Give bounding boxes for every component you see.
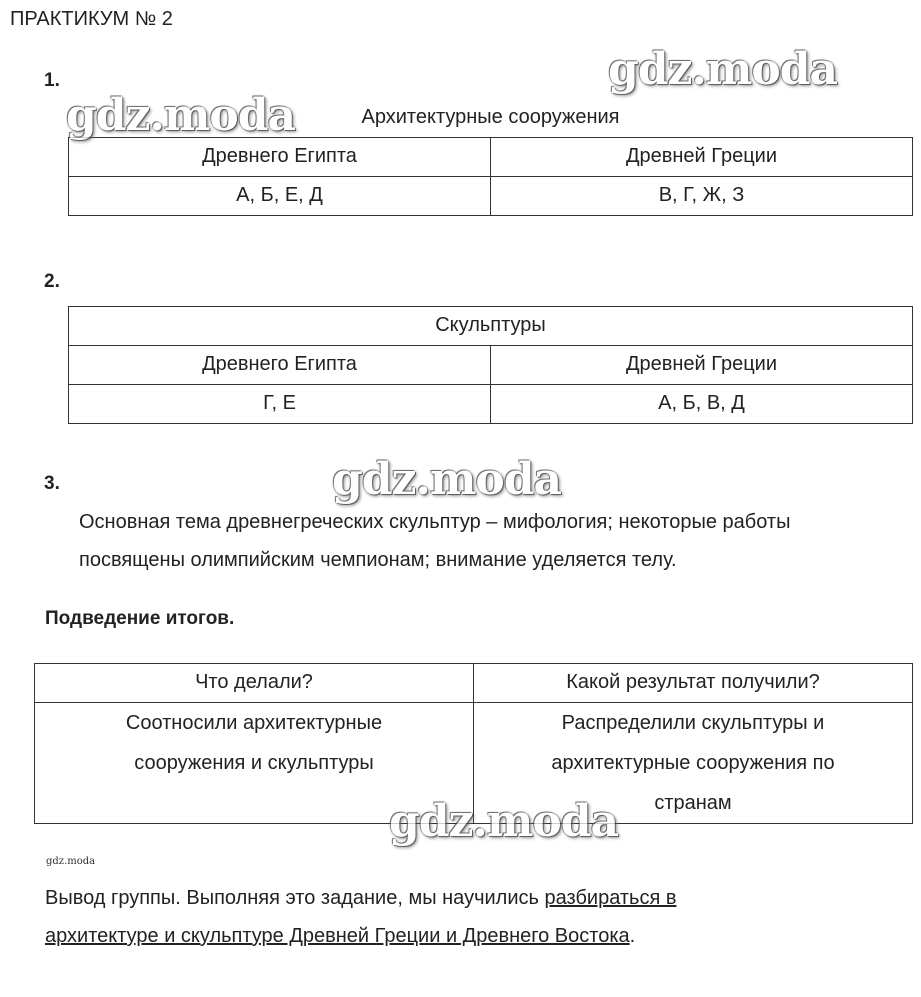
- architecture-col-greece: Древней Греции: [491, 138, 913, 177]
- summary-table: [34, 663, 913, 824]
- page-title: ПРАКТИКУМ № 2: [10, 8, 173, 30]
- summary-what-cell: [35, 703, 474, 824]
- conclusion-underlined-1: разбираться в: [544, 887, 677, 909]
- architecture-val-greece: В, Г, Ж, З: [491, 177, 913, 216]
- summary-col-result: Какой результат получили?: [474, 664, 913, 703]
- architecture-header: Архитектурные сооружения: [69, 99, 913, 138]
- sculpture-col-egypt: Древнего Египта: [69, 346, 491, 385]
- task-3-line-1: Основная тема древнегреческих скульптур – мифология; некоторые работы: [79, 511, 791, 533]
- architecture-val-egypt: А, Б, Е, Д: [69, 177, 491, 216]
- conclusion: [45, 879, 905, 955]
- conclusion-suffix: .: [629, 925, 636, 947]
- conclusion-prefix: Вывод группы. Выполняя это задание, мы научились: [45, 887, 545, 909]
- summary-col-what: Что делали?: [35, 664, 474, 703]
- watermark-logo: gdz.moda: [66, 90, 296, 141]
- summary-result-line-2: архитектурные сооружения по: [551, 752, 835, 774]
- task-3-answer: [79, 503, 790, 579]
- summary-heading: Подведение итогов.: [45, 608, 235, 629]
- summary-what-line-1: Соотносили архитектурные: [125, 712, 383, 734]
- summary-result-cell: [474, 703, 913, 824]
- sculpture-val-egypt: Г, Е: [69, 385, 491, 424]
- task-2-number: 2.: [44, 271, 60, 292]
- summary-what-line-2: сооружения и скульптуры: [134, 752, 374, 774]
- watermark-logo: gdz.moda: [332, 454, 562, 505]
- watermark-logo: gdz.moda: [389, 796, 619, 847]
- watermark-small: gdz.moda: [46, 856, 96, 867]
- sculpture-val-greece: А, Б, В, Д: [491, 385, 913, 424]
- task-3-line-2: посвящены олимпийским чемпионам; внимание уделяется телу.: [79, 549, 677, 571]
- task-1-number: 1.: [44, 70, 60, 91]
- architecture-table: [68, 99, 913, 216]
- watermark-logo: gdz.moda: [608, 44, 838, 95]
- sculpture-col-greece: Древней Греции: [491, 346, 913, 385]
- conclusion-underlined-2: архитектуре и скульптуре Древней Греции и Древнего Востока: [45, 925, 630, 947]
- architecture-col-egypt: Древнего Египта: [69, 138, 491, 177]
- summary-result-line-1: Распределили скульптуры и: [561, 712, 825, 734]
- sculpture-header: Скульптуры: [69, 307, 913, 346]
- sculpture-table: [68, 306, 913, 424]
- summary-result-line-3: странам: [654, 792, 732, 814]
- task-3-number: 3.: [44, 473, 60, 494]
